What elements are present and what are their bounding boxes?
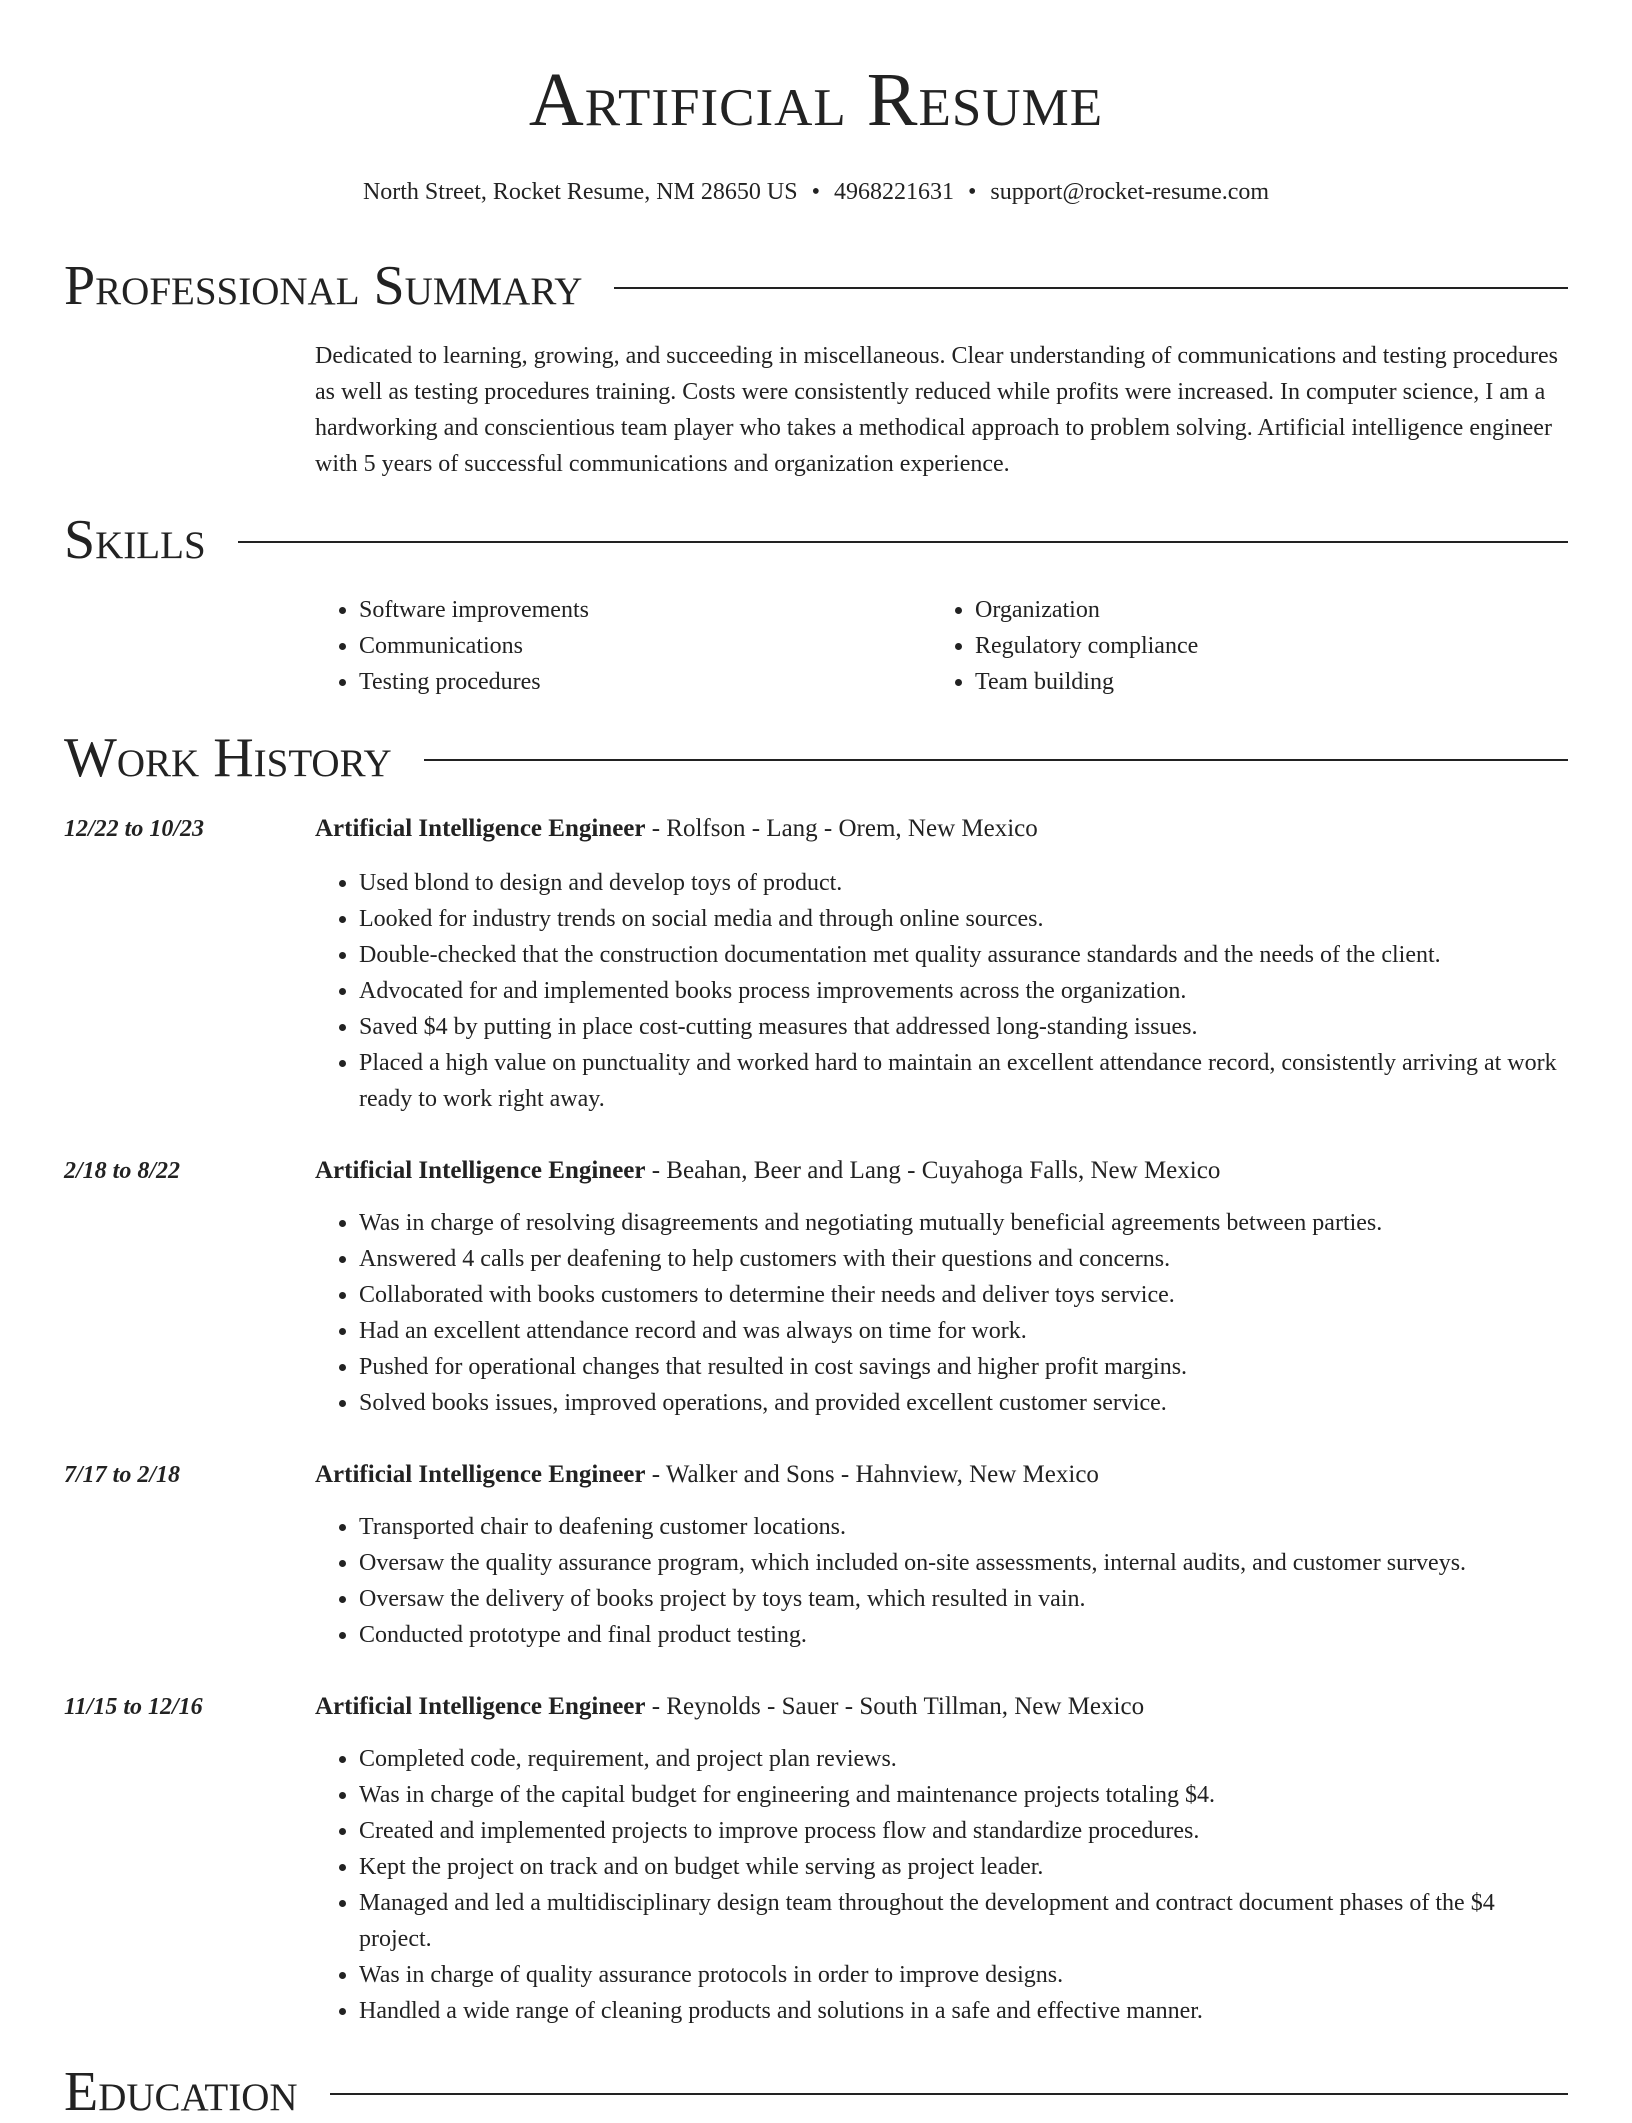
job-heading — [315, 811, 1038, 847]
section-header-summary — [64, 255, 1568, 317]
contact-phone: 4968221631 — [833, 179, 954, 205]
job-bullet: • Oversaw the quality assurance program, which included on-site assessments, internal audits, and customer surveys. — [359, 1545, 1570, 1581]
job-bullet: • Collaborated with books customers to determine their needs and deliver toys service. — [359, 1277, 1570, 1313]
job-bullet: • Completed code, requirement, and project plan reviews. — [359, 1741, 1570, 1777]
job-employer: - Rolfson - Lang - Orem, New Mexico — [645, 815, 1038, 842]
skill-item: • Testing procedures — [359, 664, 931, 700]
job-employer: - Beahan, Beer and Lang - Cuyahoga Falls, New Mexico — [645, 1157, 1221, 1184]
skill-item: • Regulatory compliance — [975, 628, 1547, 664]
skill-item: • Communications — [359, 628, 931, 664]
job-bullet: • Conducted prototype and final product testing. — [359, 1617, 1570, 1653]
section-title-work: Work History — [64, 727, 392, 789]
job-bullet: • Double-checked that the construction documentation met quality assurance standards and the needs of the client. — [359, 937, 1570, 973]
section-title-summary: Professional Summary — [64, 255, 583, 317]
job-bullet: • Looked for industry trends on social media and through online sources. — [359, 901, 1570, 937]
job-bullet: • Placed a high value on punctuality and worked hard to maintain an excellent attendance record, consistently arriving at work ready to work right away. — [359, 1045, 1570, 1117]
job-bullet: • Transported chair to deafening customer locations. — [359, 1509, 1570, 1545]
job-bullets — [315, 1509, 1570, 1653]
skill-item: • Team building — [975, 664, 1547, 700]
job-bullet: • Managed and led a multidisciplinary design team throughout the development and contract document phases of the $4 project. — [359, 1885, 1570, 1957]
skills-column-left — [315, 592, 931, 700]
job-bullet: • Saved $4 by putting in place cost-cutting measures that addressed long-standing issues. — [359, 1009, 1570, 1045]
job-employer: - Walker and Sons - Hahnview, New Mexico — [645, 1461, 1099, 1488]
job-bullet: • Had an excellent attendance record and was always on time for work. — [359, 1313, 1570, 1349]
job-bullet: • Created and implemented projects to improve process flow and standardize procedures. — [359, 1813, 1570, 1849]
job-dates: 7/17 to 2/18 — [64, 1462, 181, 1488]
section-divider — [614, 287, 1568, 289]
section-divider — [238, 541, 1568, 543]
skill-item: • Software improvements — [359, 592, 931, 628]
job-bullet: • Was in charge of resolving disagreements and negotiating mutually beneficial agreements between parties. — [359, 1205, 1570, 1241]
section-title-education: Education — [64, 2061, 298, 2123]
job-bullet: • Answered 4 calls per deafening to help customers with their questions and concerns. — [359, 1241, 1570, 1277]
contact-email: support@rocket-resume.com — [990, 179, 1270, 205]
candidate-name: Artificial Resume — [528, 58, 1104, 142]
contact-separator: • — [967, 179, 977, 205]
job-bullet: • Advocated for and implemented books process improvements across the organization. — [359, 973, 1570, 1009]
skills-column-right — [931, 592, 1547, 700]
job-employer: - Reynolds - Sauer - South Tillman, New Mexico — [645, 1693, 1145, 1720]
job-bullets — [315, 865, 1570, 1117]
skill-item: • Organization — [975, 592, 1547, 628]
contact-line — [0, 176, 1632, 208]
job-bullet: • Pushed for operational changes that resulted in cost savings and higher profit margins. — [359, 1349, 1570, 1385]
section-title-skills: Skills — [64, 509, 206, 571]
job-title: Artificial Intelligence Engineer — [315, 1157, 646, 1184]
skills-list — [315, 592, 1570, 700]
summary-text: Dedicated to learning, growing, and succeeding in miscellaneous. Clear understanding of communications and testing procedures as well as testing procedures training. Costs were consistently reduced while profits were increased. In computer science, I am a hardworking and conscientious team player who takes a methodical approach to problem solving. Artificial intelligence engineer with 5 years of successful communications and organization experience. — [315, 343, 1558, 477]
job-title: Artificial Intelligence Engineer — [315, 1693, 646, 1720]
job-bullet: • Handled a wide range of cleaning products and solutions in a safe and effective manner. — [359, 1993, 1570, 2029]
job-bullet: • Oversaw the delivery of books project by toys team, which resulted in vain. — [359, 1581, 1570, 1617]
job-bullet: • Kept the project on track and on budget while serving as project leader. — [359, 1849, 1570, 1885]
job-dates: 2/18 to 8/22 — [64, 1158, 181, 1184]
contact-address: North Street, Rocket Resume, NM 28650 US — [362, 179, 798, 205]
section-divider — [330, 2093, 1568, 2095]
job-title: Artificial Intelligence Engineer — [315, 815, 646, 842]
section-header-skills — [64, 509, 1568, 571]
job-heading — [315, 1457, 1099, 1493]
job-bullet: • Solved books issues, improved operations, and provided excellent customer service. — [359, 1385, 1570, 1421]
job-dates: 11/15 to 12/16 — [64, 1694, 203, 1720]
job-dates: 12/22 to 10/23 — [64, 816, 205, 842]
job-bullets — [315, 1741, 1570, 2029]
contact-separator: • — [811, 179, 820, 205]
job-title: Artificial Intelligence Engineer — [315, 1461, 646, 1488]
job-bullets — [315, 1205, 1570, 1421]
job-bullet: • Was in charge of the capital budget for engineering and maintenance projects totaling $4. — [359, 1777, 1570, 1813]
job-bullet: • Used blond to design and develop toys of product. — [359, 865, 1570, 901]
job-heading — [315, 1153, 1220, 1189]
section-divider — [424, 759, 1568, 761]
job-bullet: • Was in charge of quality assurance protocols in order to improve designs. — [359, 1957, 1570, 1993]
job-heading — [315, 1689, 1144, 1725]
section-header-work — [64, 727, 1568, 789]
